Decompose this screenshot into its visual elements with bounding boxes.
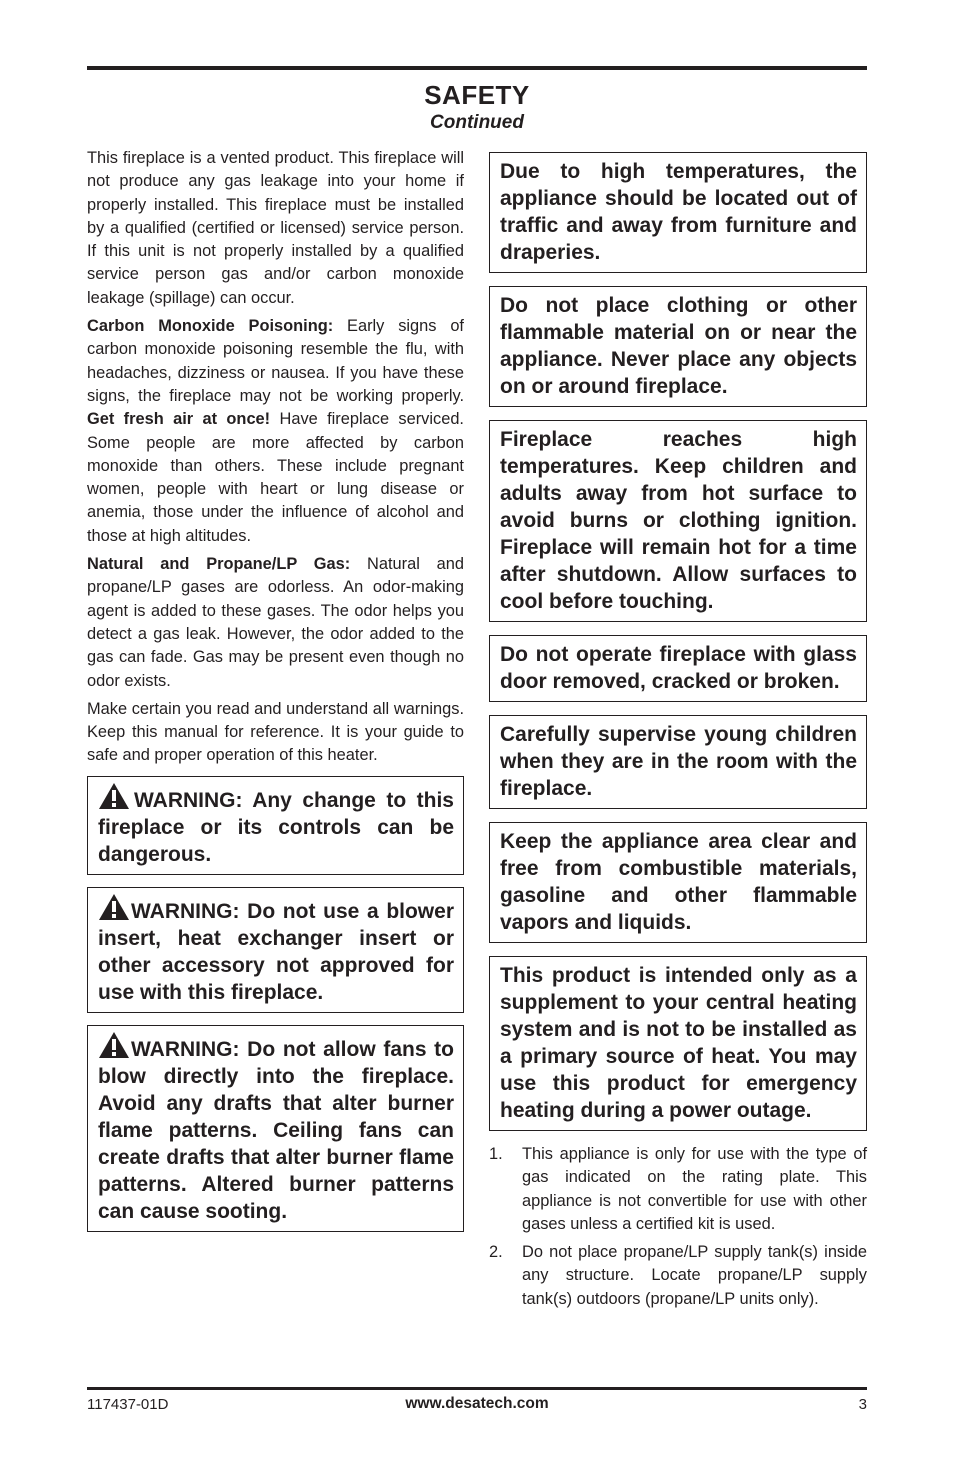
carbon-monoxide-text: Early signs of carbon monoxide poisoning resemble the flu, with headaches, dizziness or nausea. If you have these signs, the fireplace may not be working properly. [87, 317, 464, 405]
notice-box-clear-area: Keep the appliance area clear and free from combustible materials, gasoline and other flammable vapors and liquids. [489, 822, 867, 943]
notice-box-hot-surface: Fireplace reaches high temperatures. Keep children and adults away from hot surface to avoid burns or clothing ignition. Fireplace will remain hot for a time after shutdown. Allow surfaces to cool before touching. [489, 420, 867, 622]
fresh-air-callout: Get fresh air at once! [87, 410, 271, 429]
list-item [489, 1143, 867, 1236]
gas-text: Natural and propane/LP gases are odorless. An odor-making agent is added to these gases. The odor helps you detect a gas leak. However, the odor added to the gas can fade. Gas may be present even though no odor exists. [87, 555, 464, 690]
list-item-text: This appliance is only for use with the type of gas indicated on the rating plate. This appliance is not convertible for use with other gases unless a certified kit is used. [522, 1145, 867, 1233]
carbon-monoxide-text-continued: Have fireplace serviced. Some people are more affected by carbon monoxide than others. These include pregnant women, people with heart or lung disease or anemia, those under the influence of alcohol and those at high altitudes. [87, 410, 464, 545]
notice-box-supplement: This product is intended only as a supplement to your central heating system and is not to be installed as a primary source of heat. You may use this product for emergency heating during a power outage. [489, 956, 867, 1131]
warning-text-blower: WARNING: Do not use a blower insert, heat exchanger insert or other accessory not approved for use with this fireplace. [98, 899, 454, 1004]
warning-box-fans [87, 1025, 464, 1232]
list-item-number: 2. [489, 1243, 503, 1262]
notice-box-supervise-children: Carefully supervise young children when they are in the room with the fireplace. [489, 715, 867, 809]
notice-box-glass-door: Do not operate fireplace with glass door removed, cracked or broken. [489, 635, 867, 702]
manual-paragraph: Make certain you read and understand all warnings. Keep this manual for reference. It is your guide to safe and proper operation of this heater. [87, 699, 464, 765]
page-title: SAFETY [424, 80, 530, 110]
notice-box-clothing: Do not place clothing or other flammable material on or near the appliance. Never place any objects on or around fireplace. [489, 286, 867, 407]
list-item [489, 1241, 867, 1311]
right-column [489, 152, 867, 1316]
carbon-monoxide-heading: Carbon Monoxide Poisoning: [87, 317, 334, 336]
warning-triangle-icon [98, 893, 130, 921]
page-subtitle: Continued [430, 112, 524, 133]
numbered-list [489, 1143, 867, 1311]
warning-triangle-icon [98, 782, 130, 810]
warning-triangle-icon [98, 1031, 130, 1059]
warning-box-blower [87, 887, 464, 1013]
website-link[interactable]: www.desatech.com [405, 1395, 549, 1412]
list-item-text: Do not place propane/LP supply tank(s) inside any structure. Locate propane/LP supply tank(s) outdoors (propane/LP units only). [522, 1243, 867, 1308]
gas-paragraph [87, 553, 464, 693]
notice-box-temperature: Due to high temperatures, the appliance should be located out of traffic and away from furniture and draperies. [489, 152, 867, 273]
header-rule [87, 66, 867, 70]
carbon-monoxide-paragraph [87, 315, 464, 548]
intro-paragraph: This fireplace is a vented product. This fireplace will not produce any gas leakage into your home if properly installed. This fireplace must be installed by a qualified (certified or licensed) service person. If this unit is not properly installed by a qualified service person gas and/or carbon monoxide leakage (spillage) can occur. [87, 149, 464, 307]
warning-text-controls: WARNING: Any change to this fireplace or its controls can be dangerous. [98, 788, 454, 866]
page-number: 3 [858, 1396, 867, 1413]
left-column [87, 147, 464, 1232]
document-number: 117437-01D [87, 1396, 169, 1413]
warning-box-controls [87, 776, 464, 875]
gas-heading: Natural and Propane/LP Gas: [87, 555, 351, 574]
list-item-number: 1. [489, 1145, 503, 1163]
footer-rule [87, 1387, 867, 1390]
warning-text-fans: WARNING: Do not allow fans to blow directly into the fireplace. Avoid any drafts that alter burner flame patterns. Ceiling fans can create drafts that alter burner flame patterns. Altered burner patterns can cause sooting. [98, 1037, 454, 1223]
